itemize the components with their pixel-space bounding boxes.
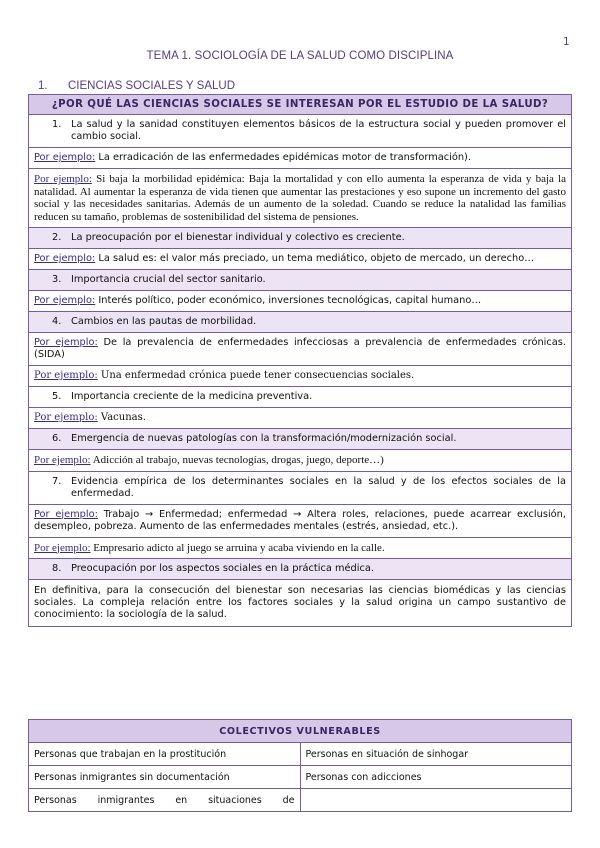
point-number: 4. <box>52 316 62 327</box>
point-text: Importancia creciente de la medicina preventiva. <box>71 391 313 402</box>
point-number: 7. <box>52 475 62 487</box>
example-text: De la prevalencia de enfermedades infecciosas a prevalencia de enfermedades crónicas. (SIDA) <box>34 337 566 360</box>
vulnerable-groups-table <box>28 719 572 812</box>
point-row <box>29 559 572 580</box>
example-row <box>29 450 572 472</box>
point-number: 5. <box>52 391 62 402</box>
point-row <box>29 471 572 504</box>
example-row <box>29 169 572 228</box>
vulnerable-group-cell: Personas que trabajan en la prostitución <box>29 743 301 766</box>
vulnerable-table-header: COLECTIVOS VULNERABLES <box>29 720 572 743</box>
example-text: Interés político, poder económico, inversiones tecnológicas, capital humano… <box>98 295 482 306</box>
example-label: Por ejemplo: <box>34 253 96 264</box>
vulnerable-group-cell: Personas en situación de sinhogar <box>300 743 572 766</box>
section-title: CIENCIAS SOCIALES Y SALUD <box>68 80 236 92</box>
point-number: 1. <box>52 119 62 130</box>
point-row <box>29 429 572 450</box>
point-row <box>29 387 572 408</box>
why-social-sciences-table <box>28 94 572 627</box>
point-row <box>29 312 572 333</box>
point-row <box>29 228 572 249</box>
example-row <box>29 291 572 312</box>
example-row <box>29 504 572 537</box>
example-row <box>29 366 572 387</box>
point-text: La preocupación por el bienestar individual y colectivo es creciente. <box>71 232 405 243</box>
point-text: Emergencia de nuevas patologías con la transformación/modernización social. <box>71 433 457 444</box>
section-number: 1. <box>38 80 48 92</box>
vulnerable-group-cell: Personas con adicciones <box>300 766 572 789</box>
vulnerable-group-cell: Personas inmigrantes en situaciones de <box>29 789 301 812</box>
point-text: Evidencia empírica de los determinantes sociales en la salud y de los efectos sociales de la enfermedad. <box>71 475 566 499</box>
example-label: Por ejemplo: <box>34 370 98 381</box>
vulnerable-group-cell: Personas inmigrantes sin documentación <box>29 766 301 789</box>
example-label: Por ejemplo: <box>34 508 98 520</box>
point-row <box>29 270 572 291</box>
example-row <box>29 148 572 169</box>
example-label: Por ejemplo: <box>34 173 92 185</box>
example-text: Adicción al trabajo, nuevas tecnologías, drogas, juego, deporte…) <box>92 454 384 466</box>
conclusion: En definitiva, para la consecución del bienestar son necesarias las ciencias biomédicas y las ciencias sociales. La compleja relación entre los factores sociales y la salud origina un campo sustantivo de conocimiento: la sociología de la salud. <box>29 580 572 627</box>
example-row <box>29 537 572 559</box>
example-label: Por ejemplo: <box>34 454 91 466</box>
point-number: 3. <box>52 274 62 285</box>
example-label: Por ejemplo: <box>34 541 91 554</box>
example-label: Por ejemplo: <box>34 412 98 423</box>
example-label: Por ejemplo: <box>34 337 98 348</box>
example-row <box>29 408 572 429</box>
point-text: Cambios en las pautas de morbilidad. <box>71 316 257 327</box>
example-text: Empresario adicto al juego se arruina y acaba viviendo en la calle. <box>93 541 385 554</box>
example-row <box>29 333 572 366</box>
page-title: TEMA 1. SOCIOLOGÍA DE LA SALUD COMO DISCIPLINA <box>146 50 454 62</box>
example-label: Por ejemplo: <box>34 295 96 306</box>
example-text: Si baja la morbilidad epidémica: Baja la mortalidad y con ello aumenta la esperanza de vida y baja la natalidad. Al aumentar la esperanza de vida tienen que aumentar las prestaciones y eso supone un incremento del gasto social y las necesidades sanitarias. Además de un aumento de la soledad. Cuando se reduce la natalidad las familias reducen su tamaño, problemas de sostenibilidad del sistema de pensiones. <box>34 173 566 223</box>
point-text: La salud y la sanidad constituyen elementos básicos de la estructura social y pueden promover el cambio social. <box>71 119 566 142</box>
example-text: Vacunas. <box>100 412 146 423</box>
point-text: Preocupación por los aspectos sociales en la práctica médica. <box>71 563 374 574</box>
point-number: 6. <box>52 433 62 444</box>
point-number: 2. <box>52 232 62 243</box>
point-row <box>29 115 572 148</box>
section-heading <box>38 80 235 92</box>
page-number: 1 <box>563 36 570 48</box>
example-text: Trabajo → Enfermedad; enfermedad → Altera roles, relaciones, puede acarrear exclusión, desempleo, pobreza. Aumento de las enfermedades mentales (estrés, ansiedad, etc.). <box>34 508 566 532</box>
example-text: La erradicación de las enfermedades epidémicas motor de transformación). <box>98 152 471 163</box>
point-number: 8. <box>52 563 62 574</box>
table-header: ¿POR QUÉ LAS CIENCIAS SOCIALES SE INTERESAN POR EL ESTUDIO DE LA SALUD? <box>29 95 572 115</box>
point-text: Importancia crucial del sector sanitario. <box>71 274 266 285</box>
example-text: Una enfermedad crónica puede tener consecuencias sociales. <box>100 370 415 381</box>
vulnerable-group-cell <box>300 789 572 812</box>
example-text: La salud es: el valor más preciado, un tema mediático, objeto de mercado, un derecho… <box>98 253 535 264</box>
example-label: Por ejemplo: <box>34 152 96 163</box>
example-row <box>29 249 572 270</box>
